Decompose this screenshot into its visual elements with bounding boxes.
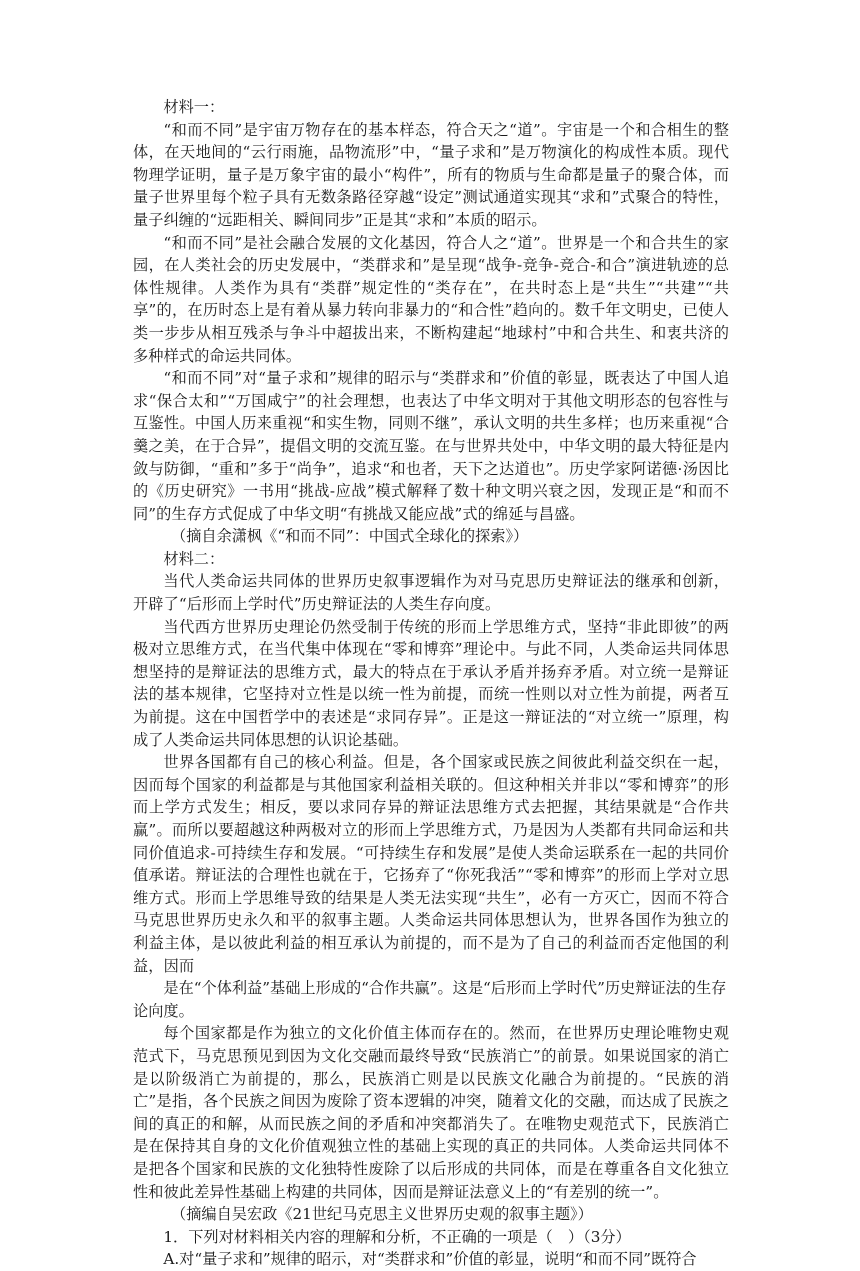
material2-paragraph-1: 当代人类命运共同体的世界历史叙事逻辑作为对马克思历史辩证法的继承和创新，开辟了“后形而上学时代”历史辩证法的人类生存向度。: [133, 572, 729, 614]
material2-source: （摘编自吴宏政《21世纪马克思主义世界历史观的叙事主题》）: [171, 1205, 593, 1224]
material2-paragraph-2: 当代西方世界历史理论仍然受制于传统的形而上学思维方式，坚持“非此即彼”的两极对立思维方式，在当代集中体现在“零和博弈”理论中。与此不同，人类命运共同体思想坚持的是辩证法的思维方式，最大的特点在于承认矛盾并扬弃矛盾。对立统一是辩证法的基本规律，它坚持对立性是以统一性为前提，而统一性则以对立性为前提，两者互为前提。这在中国哲学中的表述是“求同存异”。正是这一辩证法的“对立统一”原理，构成了人类命运共同体思想的认识论基础。: [133, 617, 729, 749]
material1-source: （摘自余潇枫《“和而不同”：中国式全球化的探索》）: [171, 527, 529, 546]
material1-paragraph-3: “和而不同”对“量子求和”规律的昭示与“类群求和”价值的彰显，既表达了中国人追求“保合太和”“万国咸宁”的社会理想，也表达了中华文明对于其他文明形态的包容性与互鉴性。中国人历来重视“和实生物，同则不继”，承认文明的共生多样；也历来重视“合羹之美，在于合异”，提倡文明的交流互鉴。在与世界共处中，中华文明的最大特征是内敛与防御，“重和”多于“尚争”，追求“和也者，天下之达道也”。历史学家阿诺德·汤因比的《历史研究》一书用“挑战-应战”模式解释了数十种文明兴衰之因，发现正是“和而不同”的生存方式促成了中华文明“有挑战又能应战”式的绵延与昌盛。: [133, 369, 729, 523]
material1-paragraph-1: “和而不同”是宇宙万物存在的基本样态，符合天之“道”。宇宙是一个和合相生的整体，在天地间的“云行雨施，品物流形”中，“量子求和”是万物演化的构成性本质。现代物理学证明，量子是万象宇宙的最小“构件”，所有的物质与生命都是量子的聚合体，而量子世界里每个粒子具有无数条路径穿越“设定”测试通道实现其“求和”式聚合的特性，量子纠缠的“远距相关、瞬间同步”正是其“求和”本质的昭示。: [133, 120, 729, 229]
material1-label: 材料一：: [163, 98, 225, 116]
material1-paragraph-2: “和而不同”是社会融合发展的文化基因，符合人之“道”。世界是一个和合共生的家园，在人类社会的历史发展中，“类群求和”是呈现“战争-竞争-竞合-和合”演进轨迹的总体性规律。人类作为具有“类群”规定性的“类存在”，在共时态上是“共生”“共建”“共享”的，在历时态上是有着从暴力转向非暴力的“和合性”趋向的。数千年文明史，已使人类一步步从相互残杀与争斗中超拔出来，不断构建起“地球村”中和合共生、和衷共济的多种样式的命运共同体。: [133, 233, 729, 365]
question-1-option-a: A.对“量子求和”规律的昭示，对“类群求和”价值的彰显，说明“和而不同”既符合: [163, 1250, 697, 1269]
question-1-stem: 1．下列对材料相关内容的理解和分析，不正确的一项是（ ）（3分）: [163, 1227, 631, 1246]
document-body: [133, 96, 729, 1271]
material2-paragraph-4: 每个国家都是作为独立的文化价值主体而存在的。然而，在世界历史理论唯物史观范式下，马克思预见到因为文化交融而最终导致“民族消亡”的前景。如果说国家的消亡是以阶级消亡为前提的，那么，民族消亡则是以民族文化融合为前提的。“民族的消亡”是指，各个民族之间因为废除了资本逻辑的冲突，随着文化的交融，而达成了民族之间的真正的和解，从而民族之间的矛盾和冲突都消失了。在唯物史观范式下，民族消亡是在保持其自身的文化价值观独立性的基础上实现的真正的共同体。人类命运共同体不是把各个国家和民族的文化独特性废除了以后形成的共同体，而是在尊重各自文化独立性和彼此差异性基础上构建的共同体，因而是辩证法意义上的“有差别的统一”。: [133, 1024, 729, 1201]
material2-paragraph-3: 世界各国都有自己的核心利益。但是，各个国家或民族之间彼此利益交织在一起，因而每个国家的利益都是与其他国家利益相关联的。但这种相关并非以“零和博弈”的形而上学方式发生；相反，要以求同存异的辩证法思维方式去把握，其结果就是“合作共赢”。而所以要超越这种两极对立的形而上学思维方式，乃是因为人类都有共同命运和共同价值追求-可持续生存和发展。“可持续生存和发展”是使人类命运联系在一起的共同价值承诺。辩证法的合理性也就在于，它扬弃了“你死我活”“零和博弈”的形而上学对立思维方式。形而上学思维导致的结果是人类无法实现“共生”，必有一方灭亡，因而不符合马克思世界历史永久和平的叙事主题。人类命运共同体思想认为，世界各国作为独立的利益主体，是以彼此利益的相互承认为前提的，而不是为了自己的利益而否定他国的利益，因而: [133, 753, 729, 975]
material2-label: 材料二：: [163, 549, 225, 568]
material2-continuation: 是在“个体利益”基础上形成的“合作共赢”。这是“后形而上学时代”历史辩证法的生存论向度。: [133, 979, 727, 1020]
